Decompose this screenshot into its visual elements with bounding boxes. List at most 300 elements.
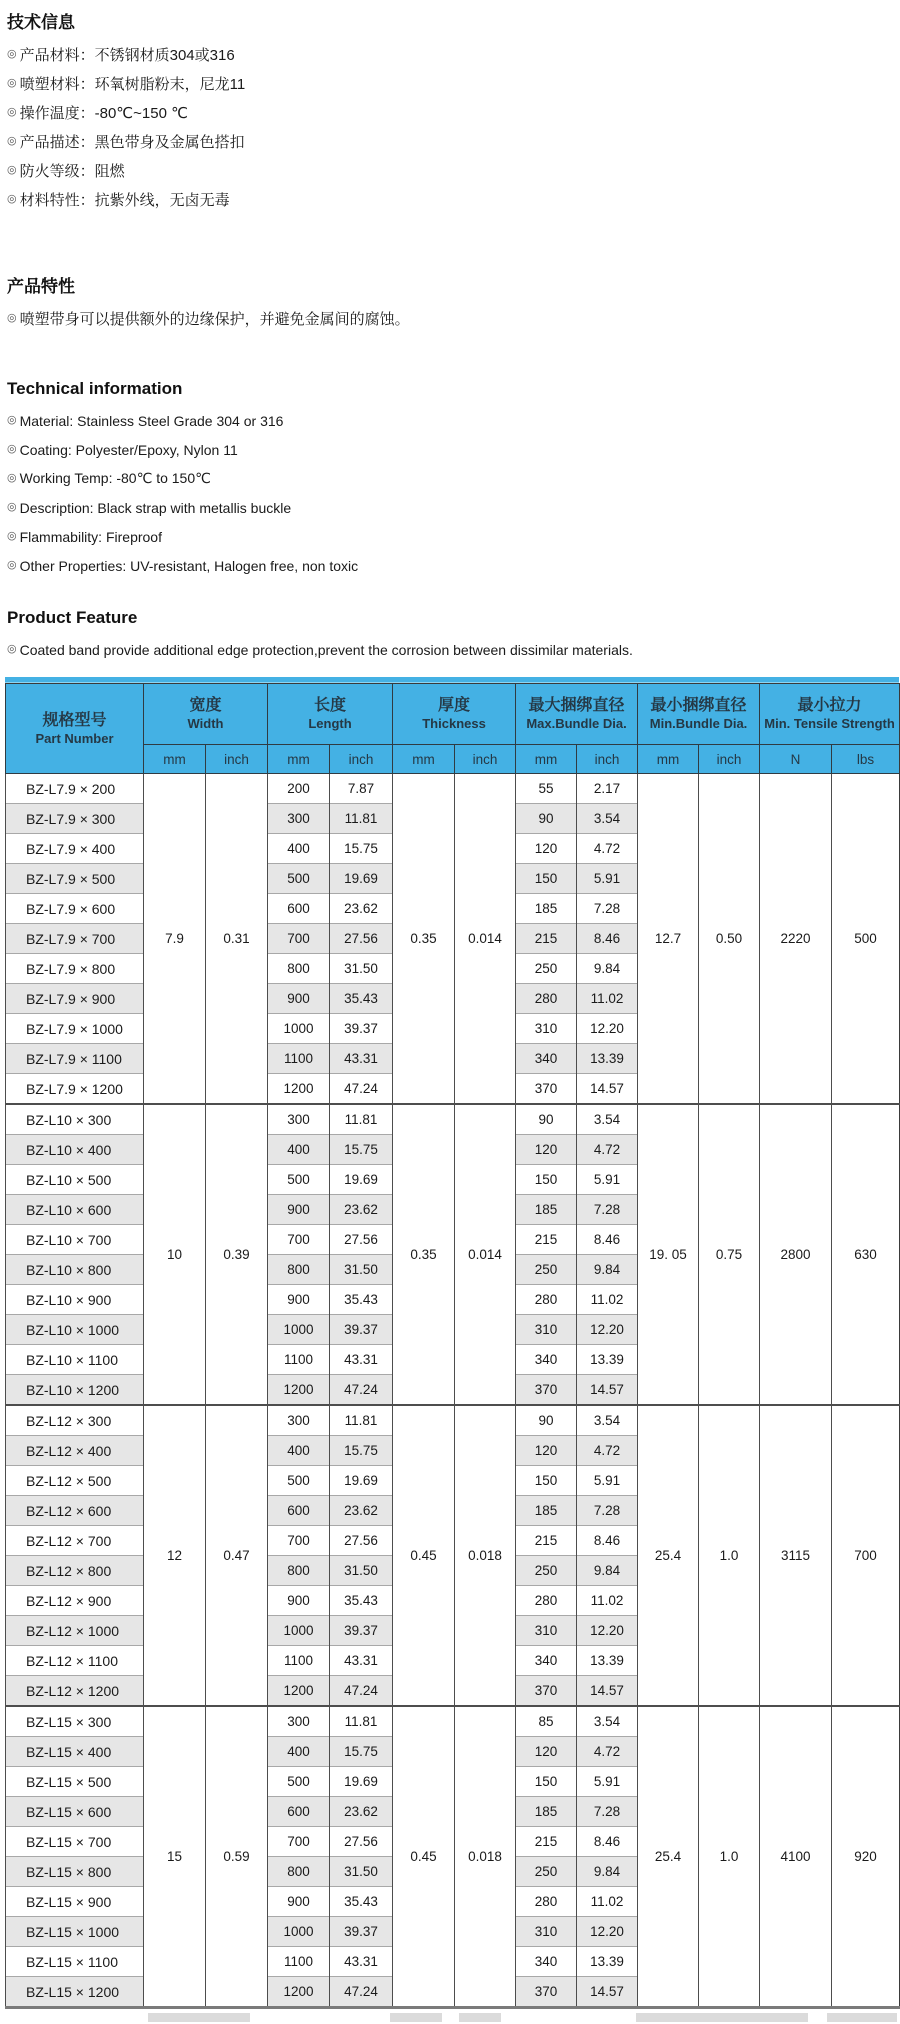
part-size: 15 × 1000 (56, 1923, 120, 1940)
length-inch-cell: 27.56 (330, 1225, 393, 1255)
part-series: BZ-L (26, 1562, 57, 1579)
max-bundle-mm-cell: 185 (516, 1797, 577, 1827)
product-feature-en-list (7, 635, 900, 664)
bullet-text: 产品描述：黑色带身及金属色搭扣 (19, 134, 245, 151)
header-col-5 (760, 684, 900, 745)
max-bundle-inch-cell: 5.91 (577, 1767, 638, 1797)
part-number-cell (6, 1676, 144, 1707)
tech-info-cn-title: 技术信息 (7, 13, 75, 32)
part-series: BZ-L (26, 870, 57, 887)
part-size: 10 × 600 (56, 1201, 112, 1218)
length-mm-cell: 800 (268, 1857, 330, 1887)
max-bundle-inch-cell: 8.46 (577, 924, 638, 954)
thickness-mm-cell: 0.35 (393, 1104, 455, 1405)
product-feature-en-title: Product Feature (7, 608, 138, 627)
width-inch-cell: 0.39 (206, 1104, 268, 1405)
part-size: 12 × 1000 (56, 1622, 120, 1639)
length-inch-cell: 39.37 (330, 1616, 393, 1646)
max-bundle-mm-cell: 340 (516, 1345, 577, 1375)
length-mm-cell: 1100 (268, 1345, 330, 1375)
part-series: BZ-L (26, 900, 57, 917)
part-number-cell (6, 804, 144, 834)
max-bundle-mm-cell: 370 (516, 1977, 577, 2008)
part-number-cell (6, 1977, 144, 2008)
bullet-text: 喷塑材料：环氧树脂粉末，尼龙11 (19, 76, 246, 93)
bullet-text: 操作温度：-80℃~150 ℃ (19, 105, 188, 122)
part-size: 10 × 1200 (56, 1381, 120, 1398)
tech-info-en-title: Technical information (7, 379, 183, 398)
length-mm-cell: 400 (268, 1737, 330, 1767)
cutoff-row-fragment (390, 2013, 442, 2022)
thickness-mm-cell: 0.45 (393, 1706, 455, 2008)
part-size: 7.9 × 800 (56, 960, 116, 977)
length-mm-cell: 700 (268, 1526, 330, 1556)
bullet-icon: ◎ (7, 472, 17, 484)
header-col-en: Max.Bundle Dia. (526, 716, 627, 731)
tensile-lbs-cell: 920 (832, 1706, 900, 2008)
part-series: BZ-L (26, 1412, 57, 1429)
thickness-inch-cell: 0.018 (455, 1405, 516, 1706)
part-series: BZ-L (26, 1291, 57, 1308)
length-inch-cell: 35.43 (330, 1887, 393, 1917)
length-inch-cell: 31.50 (330, 1556, 393, 1586)
max-bundle-inch-cell: 9.84 (577, 1255, 638, 1285)
min-bundle-mm-cell: 12.7 (638, 774, 699, 1105)
bullet-text: Flammability: Fireproof (19, 528, 162, 545)
part-number-cell (6, 1225, 144, 1255)
length-mm-cell: 1100 (268, 1947, 330, 1977)
part-size: 10 × 300 (56, 1111, 112, 1128)
part-size: 12 × 300 (56, 1412, 112, 1429)
length-mm-cell: 1200 (268, 1074, 330, 1105)
max-bundle-inch-cell: 12.20 (577, 1315, 638, 1345)
part-number-cell (6, 1556, 144, 1586)
width-mm-cell: 10 (144, 1104, 206, 1405)
length-mm-cell: 800 (268, 1556, 330, 1586)
header-unit: mm (268, 745, 330, 774)
max-bundle-mm-cell: 280 (516, 1586, 577, 1616)
max-bundle-mm-cell: 55 (516, 774, 577, 804)
max-bundle-mm-cell: 90 (516, 804, 577, 834)
max-bundle-inch-cell: 4.72 (577, 834, 638, 864)
max-bundle-inch-cell: 12.20 (577, 1917, 638, 1947)
header-col-cn: 宽度 (189, 697, 222, 714)
bullet-line (7, 127, 900, 156)
part-series: BZ-L (26, 1532, 57, 1549)
header-unit: mm (516, 745, 577, 774)
part-series: BZ-L (26, 1141, 57, 1158)
thickness-inch-cell: 0.014 (455, 774, 516, 1105)
tensile-lbs-cell: 500 (832, 774, 900, 1105)
width-inch-cell: 0.47 (206, 1405, 268, 1706)
part-size: 15 × 1100 (56, 1953, 118, 1970)
length-mm-cell: 500 (268, 1767, 330, 1797)
part-number-cell (6, 1135, 144, 1165)
max-bundle-mm-cell: 250 (516, 954, 577, 984)
part-size: 10 × 400 (56, 1141, 112, 1158)
part-size: 15 × 600 (56, 1803, 112, 1820)
length-mm-cell: 500 (268, 1165, 330, 1195)
part-series: BZ-L (26, 1111, 57, 1128)
bullet-icon: ◎ (7, 312, 17, 324)
bullet-text: Working Temp: -80℃ to 150℃ (19, 470, 211, 486)
part-series: BZ-L (26, 1261, 57, 1278)
length-mm-cell: 400 (268, 1436, 330, 1466)
bullet-text: 材料特性：抗紫外线，无卤无毒 (19, 192, 230, 209)
bullet-text: Coated band provide additional edge protection,prevent the corrosion between dissimilar materials. (19, 641, 633, 658)
bullet-line (7, 551, 900, 580)
max-bundle-inch-cell: 5.91 (577, 1466, 638, 1496)
max-bundle-inch-cell: 9.84 (577, 1556, 638, 1586)
max-bundle-mm-cell: 250 (516, 1857, 577, 1887)
max-bundle-mm-cell: 120 (516, 1737, 577, 1767)
header-unit: lbs (832, 745, 900, 774)
max-bundle-inch-cell: 12.20 (577, 1616, 638, 1646)
bullet-line (7, 435, 900, 464)
max-bundle-inch-cell: 5.91 (577, 864, 638, 894)
length-inch-cell: 11.81 (330, 1706, 393, 1737)
bullet-text: Other Properties: UV-resistant, Halogen free, non toxic (19, 557, 359, 574)
part-number-cell (6, 1044, 144, 1074)
part-size: 12 × 1100 (56, 1652, 118, 1669)
bullet-icon: ◎ (7, 530, 17, 542)
bullet-text: 产品材料：不锈钢材质304或316 (19, 47, 235, 64)
header-col-3 (516, 684, 638, 745)
bullet-icon: ◎ (7, 164, 17, 176)
max-bundle-mm-cell: 150 (516, 1767, 577, 1797)
length-inch-cell: 23.62 (330, 1496, 393, 1526)
max-bundle-inch-cell: 8.46 (577, 1827, 638, 1857)
max-bundle-mm-cell: 215 (516, 924, 577, 954)
length-inch-cell: 23.62 (330, 1797, 393, 1827)
width-mm-cell: 12 (144, 1405, 206, 1706)
max-bundle-mm-cell: 150 (516, 1466, 577, 1496)
max-bundle-mm-cell: 185 (516, 894, 577, 924)
bullet-icon: ◎ (7, 77, 17, 89)
length-mm-cell: 1100 (268, 1044, 330, 1074)
bullet-line (7, 69, 900, 98)
max-bundle-mm-cell: 90 (516, 1104, 577, 1135)
max-bundle-inch-cell: 2.17 (577, 774, 638, 804)
part-size: 7.9 × 1000 (56, 1020, 123, 1037)
length-mm-cell: 1200 (268, 1375, 330, 1406)
length-inch-cell: 31.50 (330, 1857, 393, 1887)
header-col-cn: 厚度 (438, 697, 471, 714)
part-size: 7.9 × 1100 (56, 1050, 122, 1067)
header-unit: mm (144, 745, 206, 774)
length-inch-cell: 47.24 (330, 1977, 393, 2008)
part-series: BZ-L (26, 960, 57, 977)
part-number-cell (6, 1345, 144, 1375)
part-number-cell (6, 1646, 144, 1676)
part-series: BZ-L (26, 1983, 57, 2000)
spec-group-1 (6, 1104, 900, 1405)
length-inch-cell: 15.75 (330, 834, 393, 864)
length-inch-cell: 35.43 (330, 984, 393, 1014)
length-inch-cell: 39.37 (330, 1315, 393, 1345)
bullet-line (7, 464, 900, 493)
part-size: 15 × 700 (56, 1833, 112, 1850)
max-bundle-inch-cell: 13.39 (577, 1044, 638, 1074)
header-col-2 (393, 684, 516, 745)
part-series: BZ-L (26, 1020, 57, 1037)
part-series: BZ-L (26, 1893, 57, 1910)
max-bundle-mm-cell: 280 (516, 1285, 577, 1315)
spec-table-wrap (5, 677, 899, 2009)
length-inch-cell: 19.69 (330, 864, 393, 894)
max-bundle-inch-cell: 4.72 (577, 1436, 638, 1466)
part-series: BZ-L (26, 990, 57, 1007)
thickness-mm-cell: 0.45 (393, 1405, 455, 1706)
length-inch-cell: 47.24 (330, 1375, 393, 1406)
tensile-lbs-cell: 700 (832, 1405, 900, 1706)
min-bundle-inch-cell: 0.75 (699, 1104, 760, 1405)
part-series: BZ-L (26, 1622, 57, 1639)
min-bundle-mm-cell: 19. 05 (638, 1104, 699, 1405)
part-number-cell (6, 1857, 144, 1887)
product-feature-cn-list (7, 304, 900, 333)
length-mm-cell: 300 (268, 1706, 330, 1737)
bullet-icon: ◎ (7, 135, 17, 147)
length-mm-cell: 800 (268, 954, 330, 984)
max-bundle-mm-cell: 90 (516, 1405, 577, 1436)
length-mm-cell: 900 (268, 1195, 330, 1225)
length-inch-cell: 43.31 (330, 1947, 393, 1977)
max-bundle-mm-cell: 120 (516, 834, 577, 864)
part-number-cell (6, 1917, 144, 1947)
bullet-icon: ◎ (7, 48, 17, 60)
part-size: 7.9 × 600 (56, 900, 116, 917)
length-inch-cell: 43.31 (330, 1044, 393, 1074)
part-number-cell (6, 1195, 144, 1225)
length-mm-cell: 900 (268, 1586, 330, 1616)
header-col-en: Width (187, 716, 224, 731)
part-number-cell (6, 954, 144, 984)
max-bundle-inch-cell: 14.57 (577, 1676, 638, 1707)
spec-table (5, 683, 900, 2009)
max-bundle-inch-cell: 11.02 (577, 1887, 638, 1917)
cutoff-row-fragment (827, 2013, 897, 2022)
part-size: 12 × 400 (56, 1442, 112, 1459)
width-mm-cell: 7.9 (144, 774, 206, 1105)
length-inch-cell: 31.50 (330, 1255, 393, 1285)
max-bundle-inch-cell: 7.28 (577, 1195, 638, 1225)
length-mm-cell: 500 (268, 864, 330, 894)
length-mm-cell: 600 (268, 1797, 330, 1827)
bullet-text: Material: Stainless Steel Grade 304 or 316 (19, 412, 284, 429)
max-bundle-mm-cell: 340 (516, 1947, 577, 1977)
length-inch-cell: 19.69 (330, 1767, 393, 1797)
length-mm-cell: 700 (268, 924, 330, 954)
part-series: BZ-L (26, 1592, 57, 1609)
length-mm-cell: 400 (268, 1135, 330, 1165)
header-part-cn: 规格型号 (42, 711, 107, 729)
length-inch-cell: 11.81 (330, 1104, 393, 1135)
part-number-cell (6, 1104, 144, 1135)
max-bundle-mm-cell: 250 (516, 1556, 577, 1586)
max-bundle-mm-cell: 150 (516, 864, 577, 894)
cutoff-next-row (5, 2009, 899, 2024)
length-inch-cell: 15.75 (330, 1135, 393, 1165)
part-number-cell (6, 984, 144, 1014)
part-number-cell (6, 1405, 144, 1436)
page-content (0, 0, 900, 664)
header-unit: inch (330, 745, 393, 774)
max-bundle-mm-cell: 340 (516, 1646, 577, 1676)
part-size: 12 × 900 (56, 1592, 112, 1609)
max-bundle-inch-cell: 14.57 (577, 1074, 638, 1105)
part-size: 7.9 × 700 (56, 930, 116, 947)
bullet-icon: ◎ (7, 501, 17, 513)
part-series: BZ-L (26, 1773, 57, 1790)
part-number-cell (6, 1526, 144, 1556)
part-series: BZ-L (26, 1472, 57, 1489)
max-bundle-inch-cell: 5.91 (577, 1165, 638, 1195)
part-series: BZ-L (26, 1713, 57, 1730)
length-inch-cell: 39.37 (330, 1917, 393, 1947)
max-bundle-inch-cell: 3.54 (577, 1104, 638, 1135)
length-mm-cell: 900 (268, 1285, 330, 1315)
part-number-cell (6, 894, 144, 924)
width-mm-cell: 15 (144, 1706, 206, 2008)
thickness-mm-cell: 0.35 (393, 774, 455, 1105)
min-bundle-inch-cell: 1.0 (699, 1706, 760, 2008)
max-bundle-inch-cell: 7.28 (577, 1797, 638, 1827)
part-size: 10 × 800 (56, 1261, 112, 1278)
part-size: 12 × 600 (56, 1502, 112, 1519)
max-bundle-mm-cell: 185 (516, 1496, 577, 1526)
length-inch-cell: 47.24 (330, 1074, 393, 1105)
max-bundle-mm-cell: 150 (516, 1165, 577, 1195)
max-bundle-mm-cell: 215 (516, 1526, 577, 1556)
min-bundle-inch-cell: 0.50 (699, 774, 760, 1105)
part-series: BZ-L (26, 1863, 57, 1880)
header-col-en: Thickness (422, 716, 486, 731)
spec-group-0 (6, 774, 900, 1105)
max-bundle-inch-cell: 14.57 (577, 1977, 638, 2008)
max-bundle-mm-cell: 280 (516, 1887, 577, 1917)
header-unit: inch (699, 745, 760, 774)
header-col-cn: 最小拉力 (797, 697, 862, 714)
table-row (6, 1405, 900, 1436)
part-number-cell (6, 1285, 144, 1315)
part-series: BZ-L (26, 1321, 57, 1338)
max-bundle-mm-cell: 85 (516, 1706, 577, 1737)
bullet-icon: ◎ (7, 559, 17, 571)
max-bundle-mm-cell: 310 (516, 1616, 577, 1646)
header-unit: N (760, 745, 832, 774)
length-inch-cell: 27.56 (330, 924, 393, 954)
part-series: BZ-L (26, 1231, 57, 1248)
part-number-cell (6, 1074, 144, 1105)
header-col-cn: 最大捆绑直径 (528, 697, 625, 714)
max-bundle-inch-cell: 11.02 (577, 1285, 638, 1315)
part-series: BZ-L (26, 1502, 57, 1519)
part-number-cell (6, 1436, 144, 1466)
part-size: 7.9 × 400 (56, 840, 116, 857)
header-unit: inch (577, 745, 638, 774)
length-mm-cell: 900 (268, 984, 330, 1014)
length-mm-cell: 1200 (268, 1977, 330, 2008)
max-bundle-inch-cell: 13.39 (577, 1646, 638, 1676)
max-bundle-mm-cell: 250 (516, 1255, 577, 1285)
part-series: BZ-L (26, 1201, 57, 1218)
part-series: BZ-L (26, 1743, 57, 1760)
thickness-inch-cell: 0.014 (455, 1104, 516, 1405)
header-unit: inch (206, 745, 268, 774)
tensile-n-cell: 2800 (760, 1104, 832, 1405)
length-inch-cell: 35.43 (330, 1586, 393, 1616)
length-mm-cell: 1000 (268, 1014, 330, 1044)
part-size: 15 × 800 (56, 1863, 112, 1880)
bullet-line (7, 304, 900, 333)
length-inch-cell: 15.75 (330, 1737, 393, 1767)
tensile-n-cell: 4100 (760, 1706, 832, 2008)
header-col-0 (144, 684, 268, 745)
part-number-cell (6, 1165, 144, 1195)
part-number-cell (6, 1767, 144, 1797)
max-bundle-inch-cell: 8.46 (577, 1225, 638, 1255)
bullet-icon: ◎ (7, 643, 17, 655)
bullet-text: 防火等级：阻燃 (19, 163, 125, 180)
length-mm-cell: 500 (268, 1466, 330, 1496)
length-inch-cell: 31.50 (330, 954, 393, 984)
cutoff-row-fragment (459, 2013, 501, 2022)
part-number-cell (6, 924, 144, 954)
part-size: 15 × 1200 (56, 1983, 120, 2000)
bullet-line (7, 156, 900, 185)
part-series: BZ-L (26, 1803, 57, 1820)
length-mm-cell: 600 (268, 1496, 330, 1526)
bullet-text: 喷塑带身可以提供额外的边缘保护，并避免金属间的腐蚀。 (19, 311, 410, 328)
part-series: BZ-L (26, 1381, 57, 1398)
length-inch-cell: 11.81 (330, 804, 393, 834)
max-bundle-mm-cell: 185 (516, 1195, 577, 1225)
length-inch-cell: 15.75 (330, 1436, 393, 1466)
header-col-en: Min. Tensile Strength (764, 716, 895, 731)
spec-table-header (6, 684, 900, 774)
header-col-en: Min.Bundle Dia. (649, 716, 748, 731)
header-unit: mm (638, 745, 699, 774)
max-bundle-mm-cell: 280 (516, 984, 577, 1014)
part-size: 15 × 300 (56, 1713, 112, 1730)
part-size: 15 × 900 (56, 1893, 112, 1910)
part-series: BZ-L (26, 810, 57, 827)
header-col-1 (268, 684, 393, 745)
tensile-n-cell: 3115 (760, 1405, 832, 1706)
part-number-cell (6, 834, 144, 864)
length-mm-cell: 1000 (268, 1616, 330, 1646)
length-mm-cell: 300 (268, 804, 330, 834)
bullet-icon: ◎ (7, 193, 17, 205)
max-bundle-mm-cell: 370 (516, 1375, 577, 1406)
product-feature-cn-title: 产品特性 (7, 277, 75, 296)
thickness-inch-cell: 0.018 (455, 1706, 516, 2008)
part-number-cell (6, 864, 144, 894)
length-mm-cell: 700 (268, 1827, 330, 1857)
part-number-cell (6, 1797, 144, 1827)
width-inch-cell: 0.59 (206, 1706, 268, 2008)
min-bundle-mm-cell: 25.4 (638, 1706, 699, 2008)
part-size: 12 × 500 (56, 1472, 112, 1489)
table-row (6, 1104, 900, 1135)
header-unit: inch (455, 745, 516, 774)
part-size: 7.9 × 500 (56, 870, 116, 887)
part-series: BZ-L (26, 1351, 57, 1368)
part-size: 10 × 700 (56, 1231, 112, 1248)
bullet-icon: ◎ (7, 106, 17, 118)
header-col-cn: 最小捆绑直径 (650, 697, 747, 714)
